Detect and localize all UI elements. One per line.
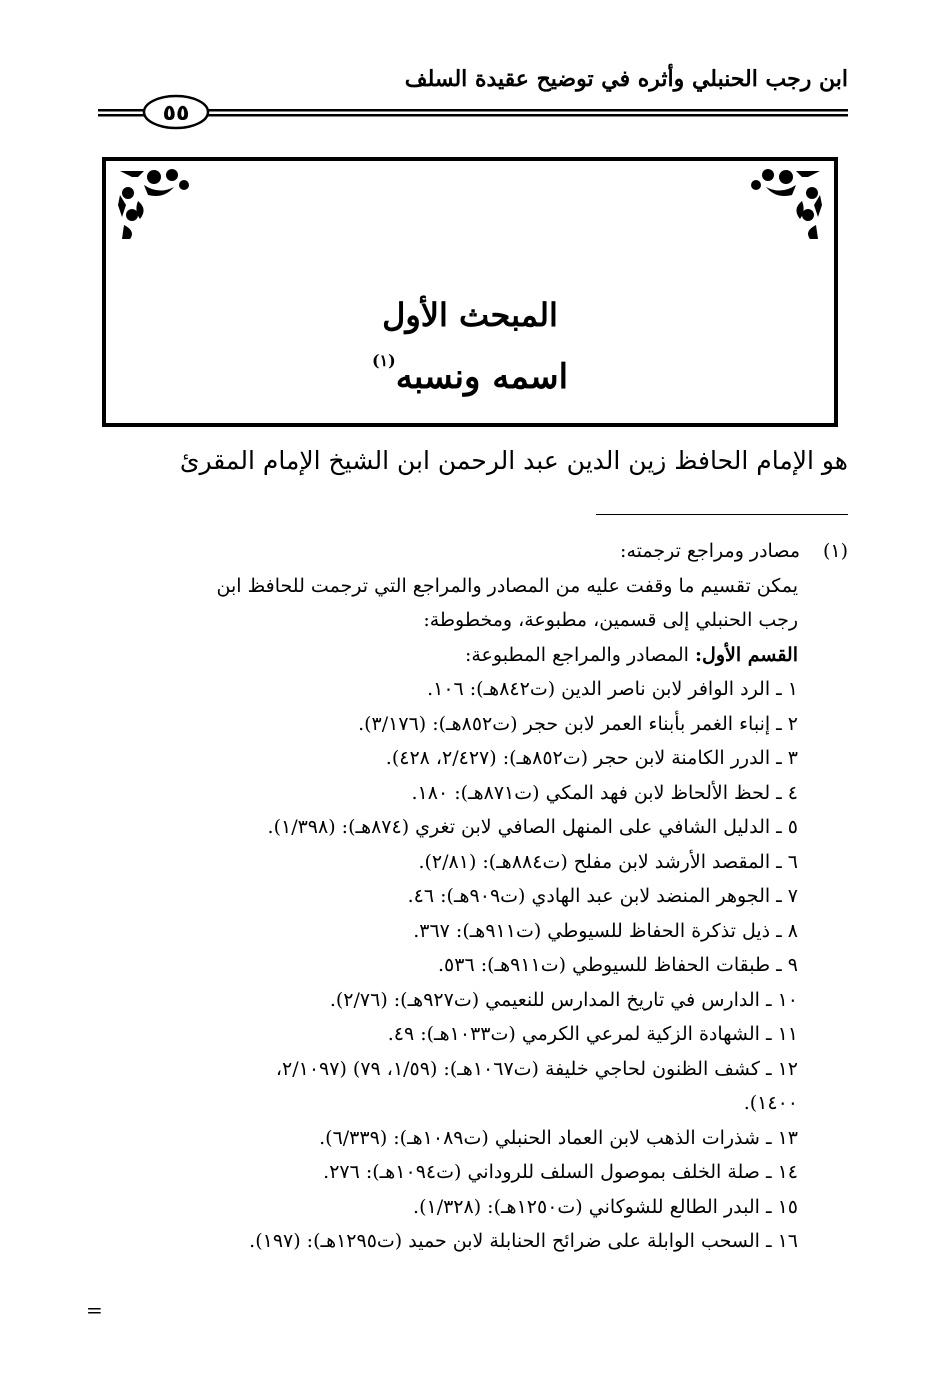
header-rule [98, 92, 848, 132]
reference-item: ١٢ ـ كشف الظنون لحاجي خليفة (ت١٠٦٧هـ): (١/٥٩، ٧٩) (٢/١٠٩٧، [275, 1057, 798, 1080]
footnote-intro-line: رجب الحنبلي إلى قسمين، مطبوعة، ومخطوطة: [423, 609, 798, 631]
reference-item: ١٠ ـ الدارس في تاريخ المدارس للنعيمي (ت٩٢٧هـ): (٢/٧٦). [329, 988, 798, 1011]
chapter-title: المبحث الأول [382, 296, 558, 334]
footnote-heading-line [98, 534, 848, 569]
corner-ornament-right [746, 165, 826, 241]
page-number: ٥٥ [162, 101, 190, 126]
body-paragraph: هو الإمام الحافظ زين الدين عبد الرحمن ابن الشيخ الإمام المقرئ [179, 446, 848, 475]
reference-item: ٣ ـ الدرر الكامنة لابن حجر (ت٨٥٢هـ): (٢/٤٢٧، ٤٢٨). [385, 747, 798, 769]
section-text: المصادر والمراجع المطبوعة: [464, 643, 689, 666]
reference-item: ٥ ـ الدليل الشافي على المنهل الصافي لابن تغري (٨٧٤هـ): (١/٣٩٨). [267, 816, 798, 838]
running-header: ابن رجب الحنبلي وأثره في توضيح عقيدة السلف [404, 66, 848, 92]
reference-item: ٤ ـ لحظ الألحاظ لابن فهد المكي (ت٨٧١هـ): ١٨٠. [411, 781, 798, 804]
section-title: اسمه ونسبه [395, 357, 569, 397]
reference-item: ٩ ـ طبقات الحفاظ للسيوطي (ت٩١١هـ): ٥٣٦. [437, 954, 798, 976]
title-frame [102, 157, 838, 427]
reference-item: ١٥ ـ البدر الطالع للشوكاني (ت١٢٥٠هـ): (١/٣٢٨). [413, 1195, 798, 1218]
footnote-block [98, 534, 848, 1259]
continuation-mark: = [86, 1298, 103, 1322]
section-title-block [106, 351, 834, 397]
section-label: القسم الأول: [695, 643, 798, 666]
reference-item: ١١ ـ الشهادة الزكية لمرعي الكرمي (ت١٠٣٣هـ): ٤٩. [387, 1023, 798, 1045]
corner-ornament-left [114, 165, 194, 241]
reference-item: ١ ـ الرد الوافر لابن ناصر الدين (ت٨٤٢هـ): ١٠٦. [427, 678, 798, 700]
reference-item-continuation: ١٤٠٠). [743, 1092, 798, 1114]
footnote-separator [596, 514, 848, 515]
reference-item: ١٣ ـ شذرات الذهب لابن العماد الحنبلي (ت١٠٨٩هـ): (٦/٣٣٩). [319, 1126, 798, 1149]
footnote-marker: (١) [822, 540, 848, 562]
reference-item: ٦ ـ المقصد الأرشد لابن مفلح (ت٨٨٤هـ): (٢/٨١). [418, 850, 798, 873]
footnote-heading: مصادر ومراجع ترجمته: [620, 540, 800, 562]
reference-item: ٧ ـ الجوهر المنضد لابن عبد الهادي (ت٩٠٩هـ): ٤٦. [407, 885, 798, 907]
reference-item: ١٤ ـ صلة الخلف بموصول السلف للروداني (ت١٠٩٤هـ): ٢٧٦. [323, 1161, 798, 1183]
footnote-intro-line: يمكن تقسيم ما وقفت عليه من المصادر والمراجع التي ترجمت للحافظ ابن [216, 574, 798, 597]
reference-item: ٨ ـ ذيل تذكرة الحفاظ للسيوطي (ت٩١١هـ): ٣٦٧. [413, 919, 798, 942]
footnote-reference: (١) [371, 351, 396, 370]
footnote-section-heading [98, 638, 848, 673]
reference-item: ١٦ ـ السحب الوابلة على ضرائح الحنابلة لابن حميد (ت١٢٩٥هـ): (١٩٧). [249, 1230, 798, 1252]
reference-item: ٢ ـ إنباء الغمر بأبناء العمر لابن حجر (ت٨٥٢هـ): (٣/١٧٦). [358, 712, 798, 735]
